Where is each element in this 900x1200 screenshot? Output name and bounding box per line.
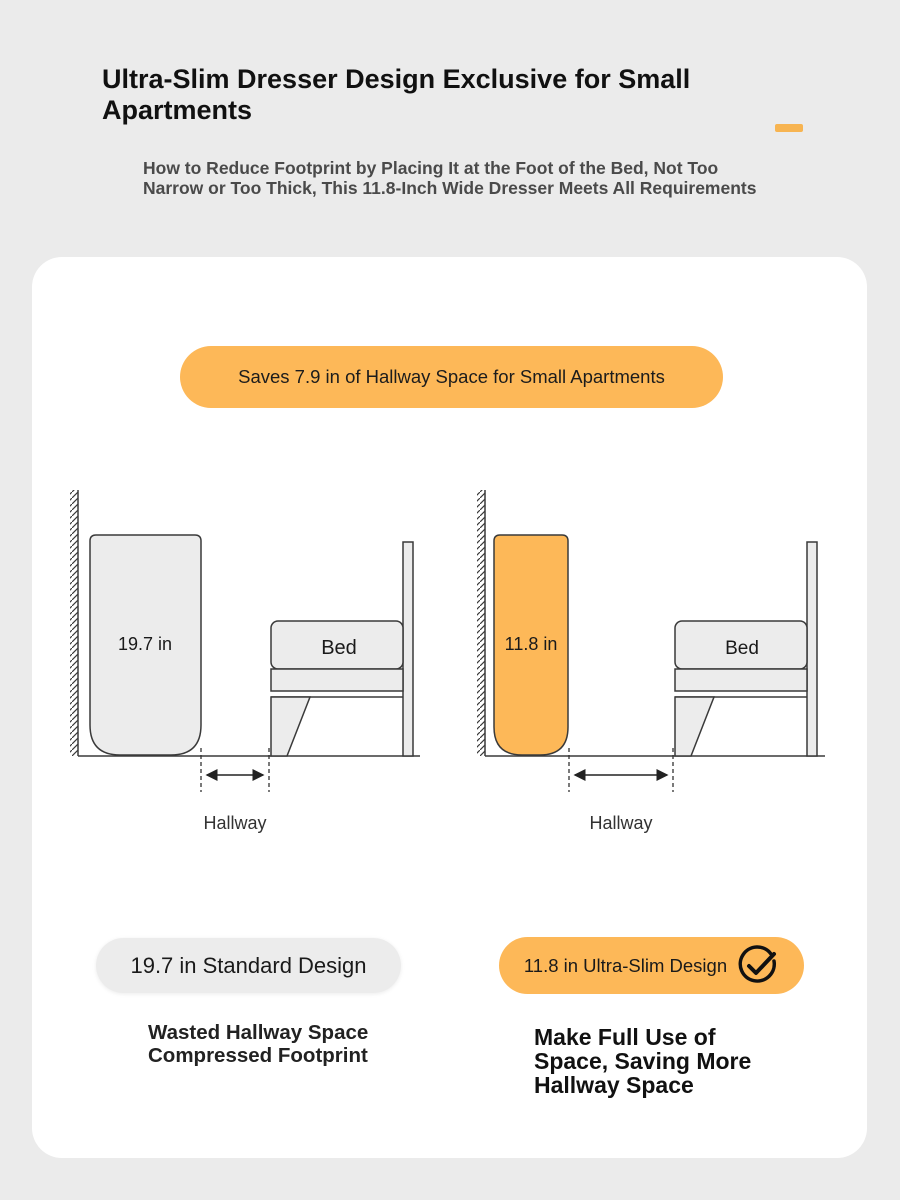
slim-design-pill	[499, 937, 804, 994]
left-bed-leg	[271, 697, 310, 756]
right-wall-hatch	[477, 490, 485, 756]
savings-banner-text: Saves 7.9 in of Hallway Space for Small Apartments	[238, 366, 665, 387]
standard-dresser-label: 19.7 in	[117, 634, 173, 654]
page-title: Ultra-Slim Dresser Design Exclusive for Small Apartments	[102, 64, 691, 125]
left-hallway-label: Hallway	[203, 813, 267, 833]
standard-design-label: 19.7 in Standard Design	[130, 952, 367, 978]
page-subtitle: How to Reduce Footprint by Placing It at the Foot of the Bed, Not Too Narrow or Too Thick, This 11.8-Inch Wide Dresser Meets All Requirements	[143, 158, 757, 198]
standard-description: Wasted Hallway Space Compressed Footprint	[148, 1021, 369, 1067]
left-bed-headboard	[403, 542, 413, 756]
right-bed-headboard	[807, 542, 817, 756]
slim-diagram	[477, 490, 825, 833]
slim-description: Make Full Use of Space, Saving More Hallway Space	[534, 1024, 752, 1098]
standard-design-pill	[96, 938, 401, 993]
slim-dresser-label: 11.8 in	[504, 634, 558, 654]
right-bed-leg	[675, 697, 714, 756]
standard-diagram	[70, 490, 420, 833]
right-bed-label: Bed	[725, 638, 759, 659]
left-wall-hatch	[70, 490, 78, 756]
right-hallway-label: Hallway	[589, 813, 653, 833]
check-circle-icon	[737, 945, 779, 987]
slim-design-label: 11.8 in Ultra-Slim Design	[523, 954, 728, 976]
left-bed-label: Bed	[321, 637, 357, 659]
left-bed-frame	[271, 669, 403, 691]
right-bed-frame	[675, 669, 807, 691]
